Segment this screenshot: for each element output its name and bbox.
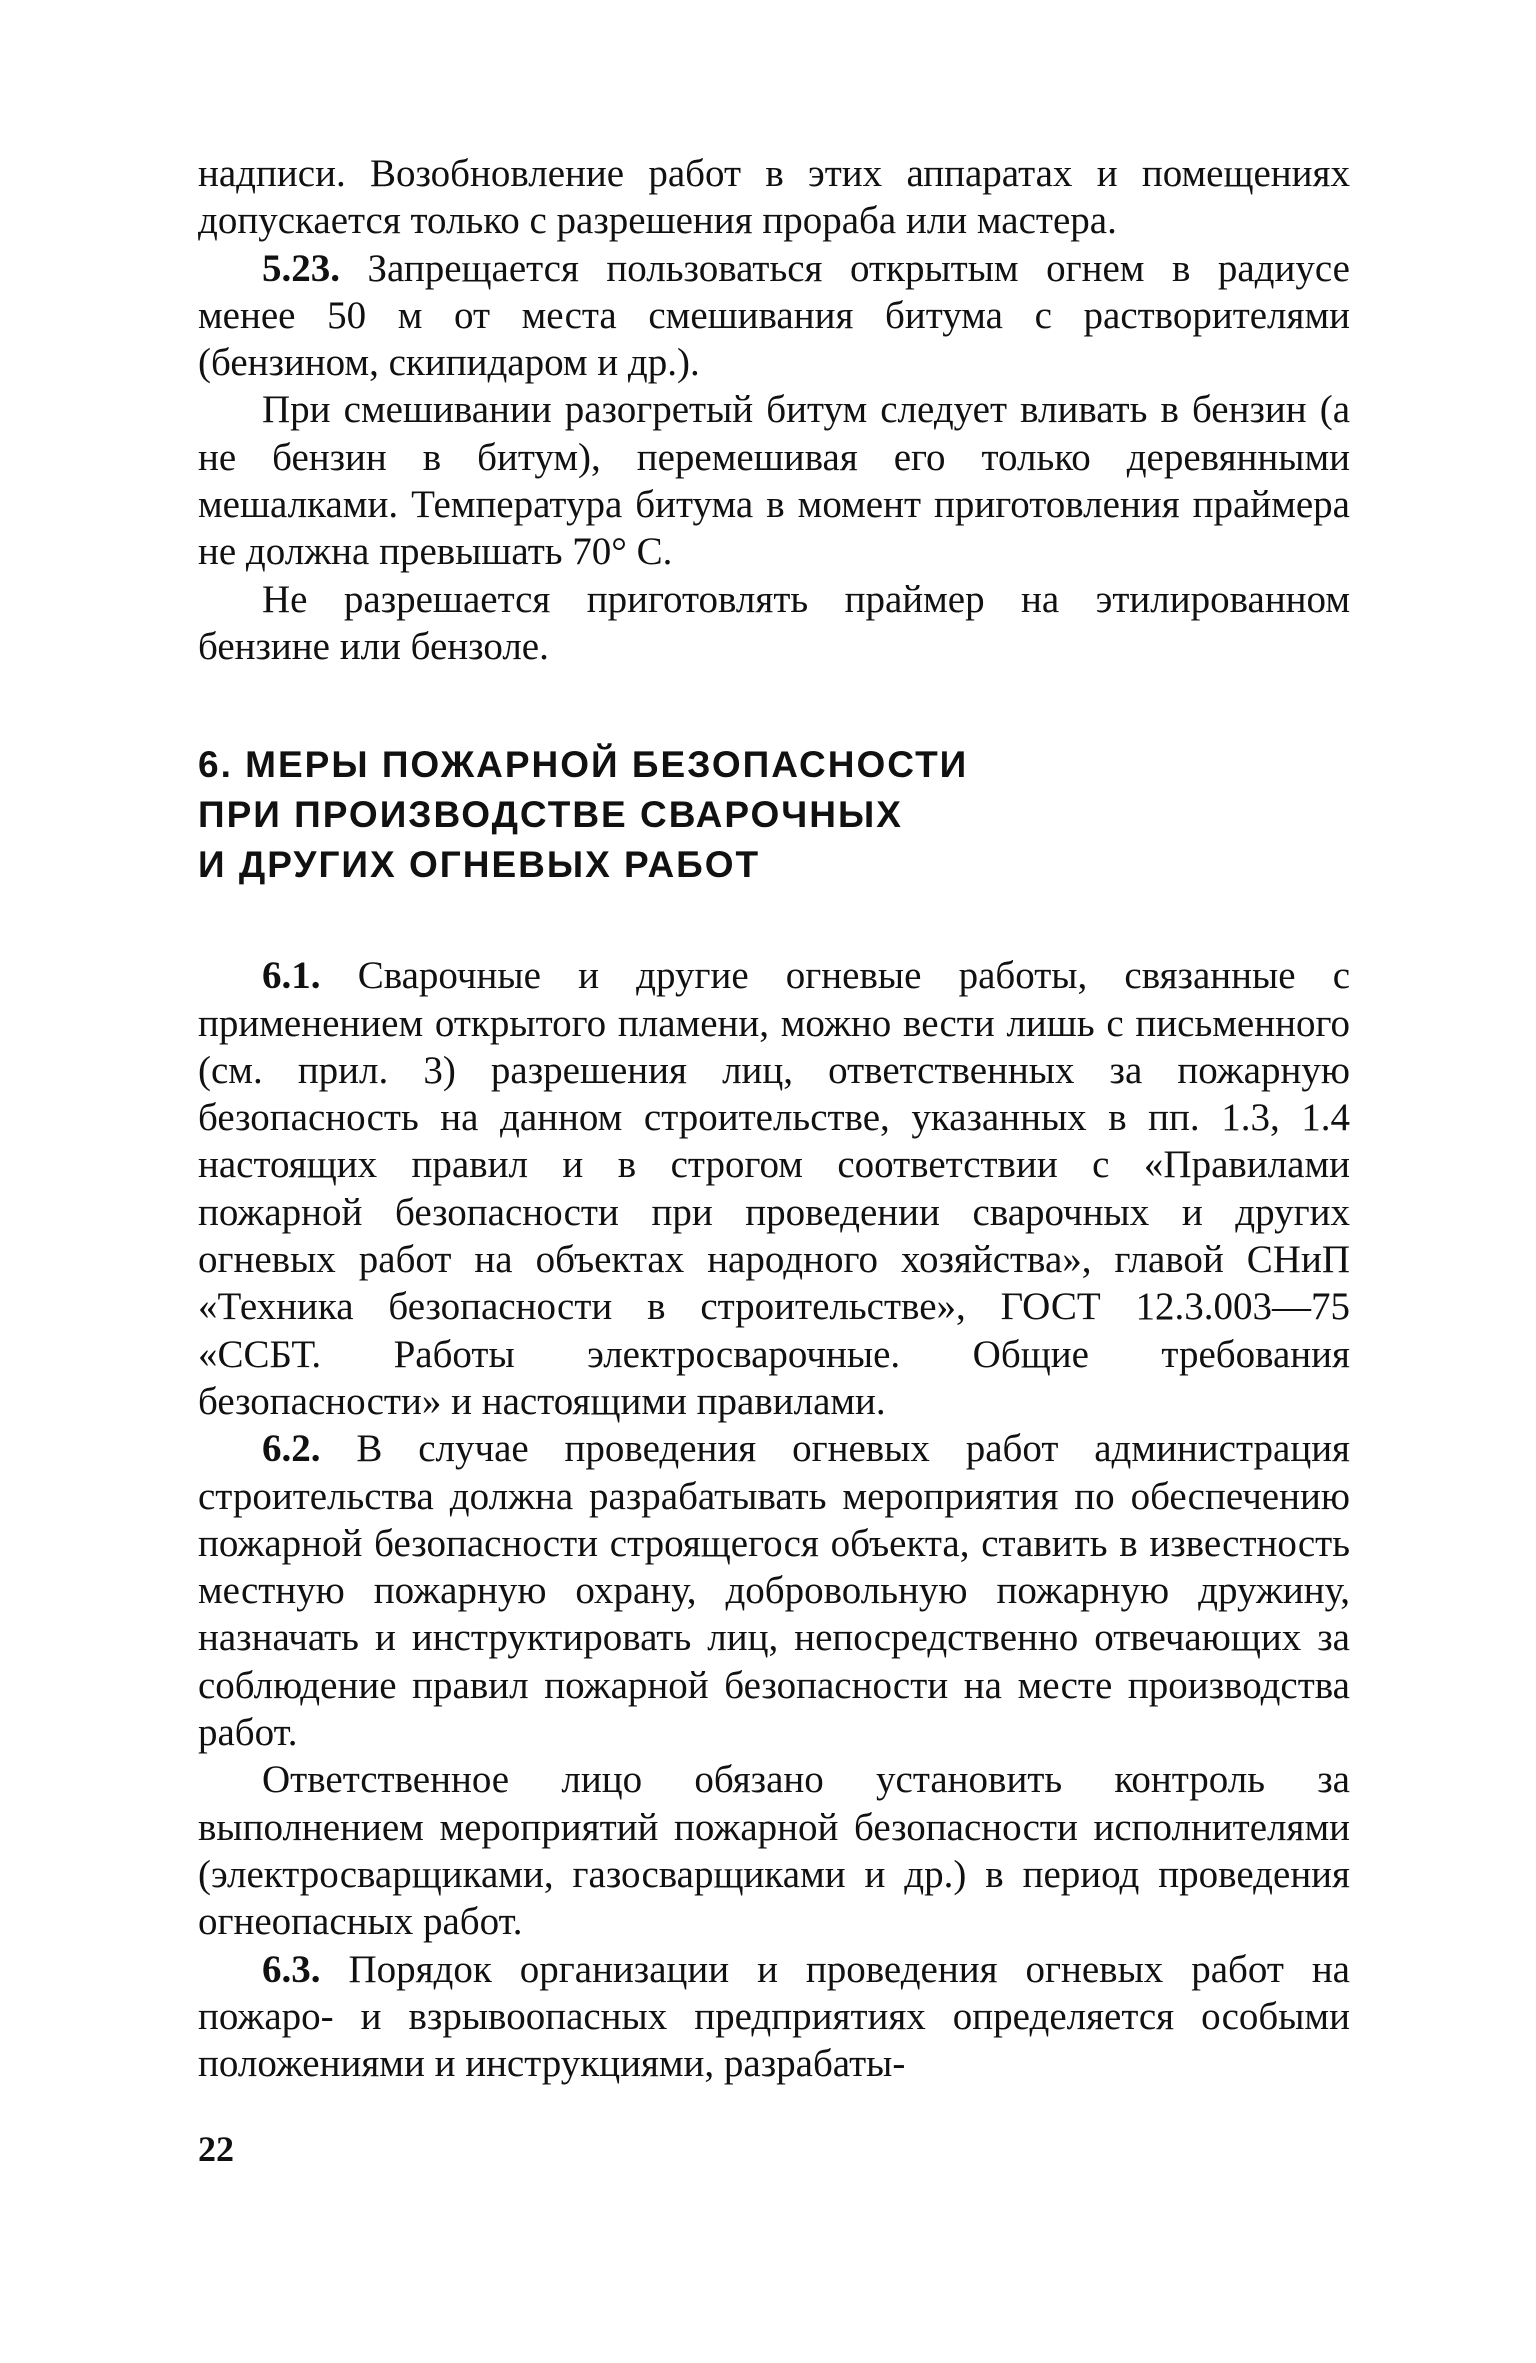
heading-line: ПРИ ПРОИЗВОДСТВЕ СВАРОЧНЫХ: [198, 794, 903, 836]
clause-number: 6.1.: [262, 954, 321, 998]
clause-text: Запрещается пользоваться открытым огнем в радиусе менее 50 м от места смешивания битума с растворителями (бензином, скипидаром и др.).: [198, 246, 1350, 385]
heading-line: И ДРУГИХ ОГНЕВЫХ РАБОТ: [198, 844, 761, 886]
paragraph-mixing: При смешивании разогретый битум следует вливать в бензин (а не бензин в битум), перемешивая его только деревянными мешалками. Температура битума в момент приготовления праймера не должна превышать 70° С.: [198, 388, 1350, 574]
paragraph-6-1: [198, 952, 1350, 1425]
section-heading: [198, 740, 1350, 890]
page-number: 22: [198, 2129, 234, 2169]
page-body: [198, 150, 1350, 2087]
clause-number: 5.23.: [262, 246, 340, 290]
paragraph-6-2: [198, 1425, 1350, 1756]
clause-number: 6.2.: [262, 1427, 321, 1471]
clause-text: В случае проведения огневых работ администрация строительства должна разрабатывать мероприятия по обеспечению пожарной безопасности строящегося объекта, ставить в известность местную пожарную охрану, добровольную пожарную дружину, назначать и инструктировать лиц, непосредственно отвечающих за соблюдение правил пожарной безопасности на месте производства работ.: [198, 1427, 1350, 1755]
paragraph-5-23: [198, 245, 1350, 387]
paragraph-6-3: [198, 1946, 1350, 2088]
paragraph-continued: надписи. Возобновление работ в этих аппаратах и помещениях допускается только с разрешения прораба или мастера.: [198, 152, 1350, 243]
clause-text: Сварочные и другие огневые работы, связанные с применением открытого пламени, можно вести лишь с письменного (см. прил. 3) разрешения лиц, ответственных за пожарную безопасность на данном строительстве, указанных в пп. 1.3, 1.4 настоящих правил и в строгом соответствии с «Правилами пожарной безопасности при проведении сварочных и других огневых работ на объектах народного хозяйства», главой СНиП «Техника безопасности в строительстве», ГОСТ 12.3.003—75 «ССБТ. Работы электросварочные. Общие требования безопасности» и настоящими правилами.: [198, 954, 1351, 1423]
clause-text: Порядок организации и проведения огневых работ на пожаро- и взрывоопасных предприятиях определяется особыми положениями и инструкциями, разрабаты-: [198, 1947, 1350, 2086]
clause-number: 6.3.: [262, 1947, 321, 1991]
paragraph-responsible-person: Ответственное лицо обязано установить контроль за выполнением мероприятий пожарной безопасности исполнителями (электросварщиками, газосварщиками и др.) в период проведения огнеопасных работ.: [198, 1758, 1350, 1944]
paragraph-prohibition: Не разрешается приготовлять праймер на этилированном бензине или бензоле.: [198, 577, 1350, 668]
heading-line: 6. МЕРЫ ПОЖАРНОЙ БЕЗОПАСНОСТИ: [198, 744, 969, 786]
